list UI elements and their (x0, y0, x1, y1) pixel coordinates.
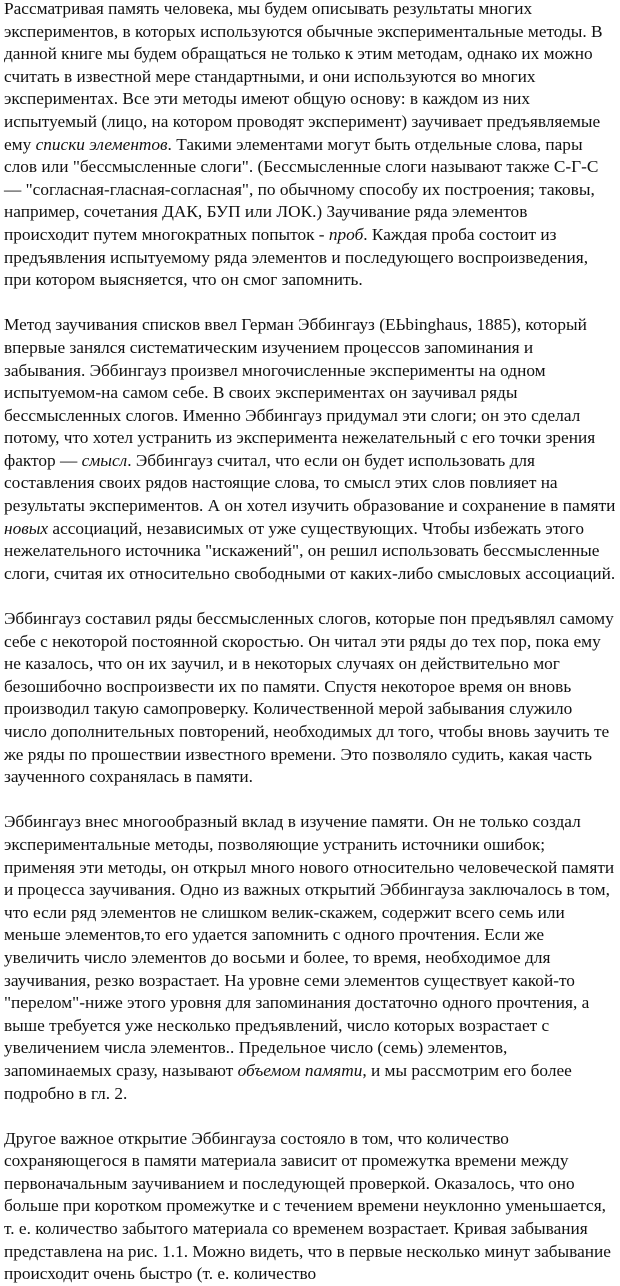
text-run: . Каждая проба состоит из предъявления испытуемому ряда элементов и последующего воспроизведения, при котором выясняется, что он смог запомнить. (4, 224, 589, 290)
text-run: Другое важное открытие Эббингауза состояло в том, что количество сохраняющегося в памяти материала зависит от промежутка времени между первоначальным заучиванием и последующей проверкой. Оказалось, что оно больше при коротком промежутке и с течением времени неуклонно уменьшается, т. е. количество забытого материала со временем возрастает. Кривая забывания представлена на рис. 1.1. Можно видеть, что в первые несколько минут забывание происходит очень быстро (т. е. количество (4, 1128, 611, 1284)
paragraph-1 (4, 0, 616, 292)
text-run: . Такими элементами могут быть отдельные слова, пары слов или "бессмысленные слоги". (Бессмысленные слоги называют также С-Г-С — "согласная-гласная-согласная", по обычному способу их построения; таковы, например, сочетания ДАК, БУП или ЛОК.) Заучивание ряда элементов происходит путем многократных попыток - (4, 134, 599, 244)
paragraph-3 (4, 608, 616, 789)
text-run: Рассматривая память человека, мы будем описывать результаты многих экспериментов, в которых используются обычные экспериментальные методы. В данной книге мы будем обращаться не только к этим методам, однако их можно считать в известной мере стандартными, и они используются во многих экспериментах. Все эти методы имеют общую основу: в каждом из них испытуемый (лицо, на котором проводят эксперимент) заучивает предъявляемые ему (4, 0, 603, 154)
italic-term-prob: проб (328, 224, 364, 244)
text-run: Метод заучивания списков ввел Герман Эббингауз (EЬbinghaus, 1885), который впервые занялся систематическим изучением процессов запоминания и забывания. Эббингауз произвел многочисленные эксперименты на одном испытуемом-на самом себе. В своих экспериментах он заучивал ряды бессмысленных слогов. Именно Эббингауз придумал эти слоги; он это сделал потому, что хотел устранить из эксперимента нежелательный с его точки зрения фактор — (4, 315, 596, 470)
italic-term-smysl: смысл (81, 450, 128, 470)
text-run: Эббингауз внес многообразный вклад в изучение памяти. Он не только создал экспериментальные методы, позволяющие устранить источники ошибок; применяя эти методы, он открыл много нового относительно человеческой памяти и процесса заучивания. Одно из важных открытий Эббингауза заключалось в том, что если ряд элементов не слишком велик-скажем, содержит всего семь или меньше элементов,то его удается запомнить с одного прочтения. Если же увеличить число элементов до восьми и более, то время, необходимое для заучивания, резко возрастает. На уровне семи элементов существует какой-то "перелом"-ниже этого уровня для запоминания достаточно одного прочтения, а выше требуется уже несколько предъявлений, число которых возрастает с увеличением числа элементов.. Предельное число (семь) элементов, запоминаемых сразу, называют (4, 812, 615, 1080)
text-run: . Эббингауз считал, что если он будет использовать для составления своих рядов настоящие слова, то смысл этих слов повлияет на результаты экспериментов. А он хотел изучить образование и сохранение в памяти (4, 450, 616, 516)
paragraph-5 (4, 1128, 616, 1286)
text-run: ассоциаций, независимых от уже существующих. Чтобы избежать этого нежелательного источника "искажений", он решил использовать бессмысленные слоги, считая их относительно свободными от каких-либо смысловых ассоциаций. (4, 518, 616, 583)
italic-term-obem-pamyati: объемом памяти (237, 1060, 363, 1080)
text-run: , и мы рассмотрим его более подробно в гл. 2. (4, 1060, 572, 1103)
document-page (4, 0, 616, 1286)
paragraph-4 (4, 811, 616, 1105)
italic-term-novyh: новых (4, 518, 49, 538)
text-run: Эббингауз составил ряды бессмысленных слогов, которые пон предъявлял самому себе с некоторой постоянной скоростью. Он читал эти ряды до тех пор, пока ему не казалось, что он их заучил, и в некоторых случаях он действительно мог безошибочно воспроизвести их по памяти. Спустя некоторое время он вновь производил такую самопроверку. Количественной мерой забывания служило число дополнительных повторений, необходимых дл того, чтобы вновь заучить те же ряды по прошествии известного времени. Это позволяло судить, какая часть заученного сохранялась в памяти. (4, 609, 614, 787)
paragraph-2 (4, 314, 616, 585)
italic-term-spiski-elementov: списки элементов (35, 134, 168, 154)
